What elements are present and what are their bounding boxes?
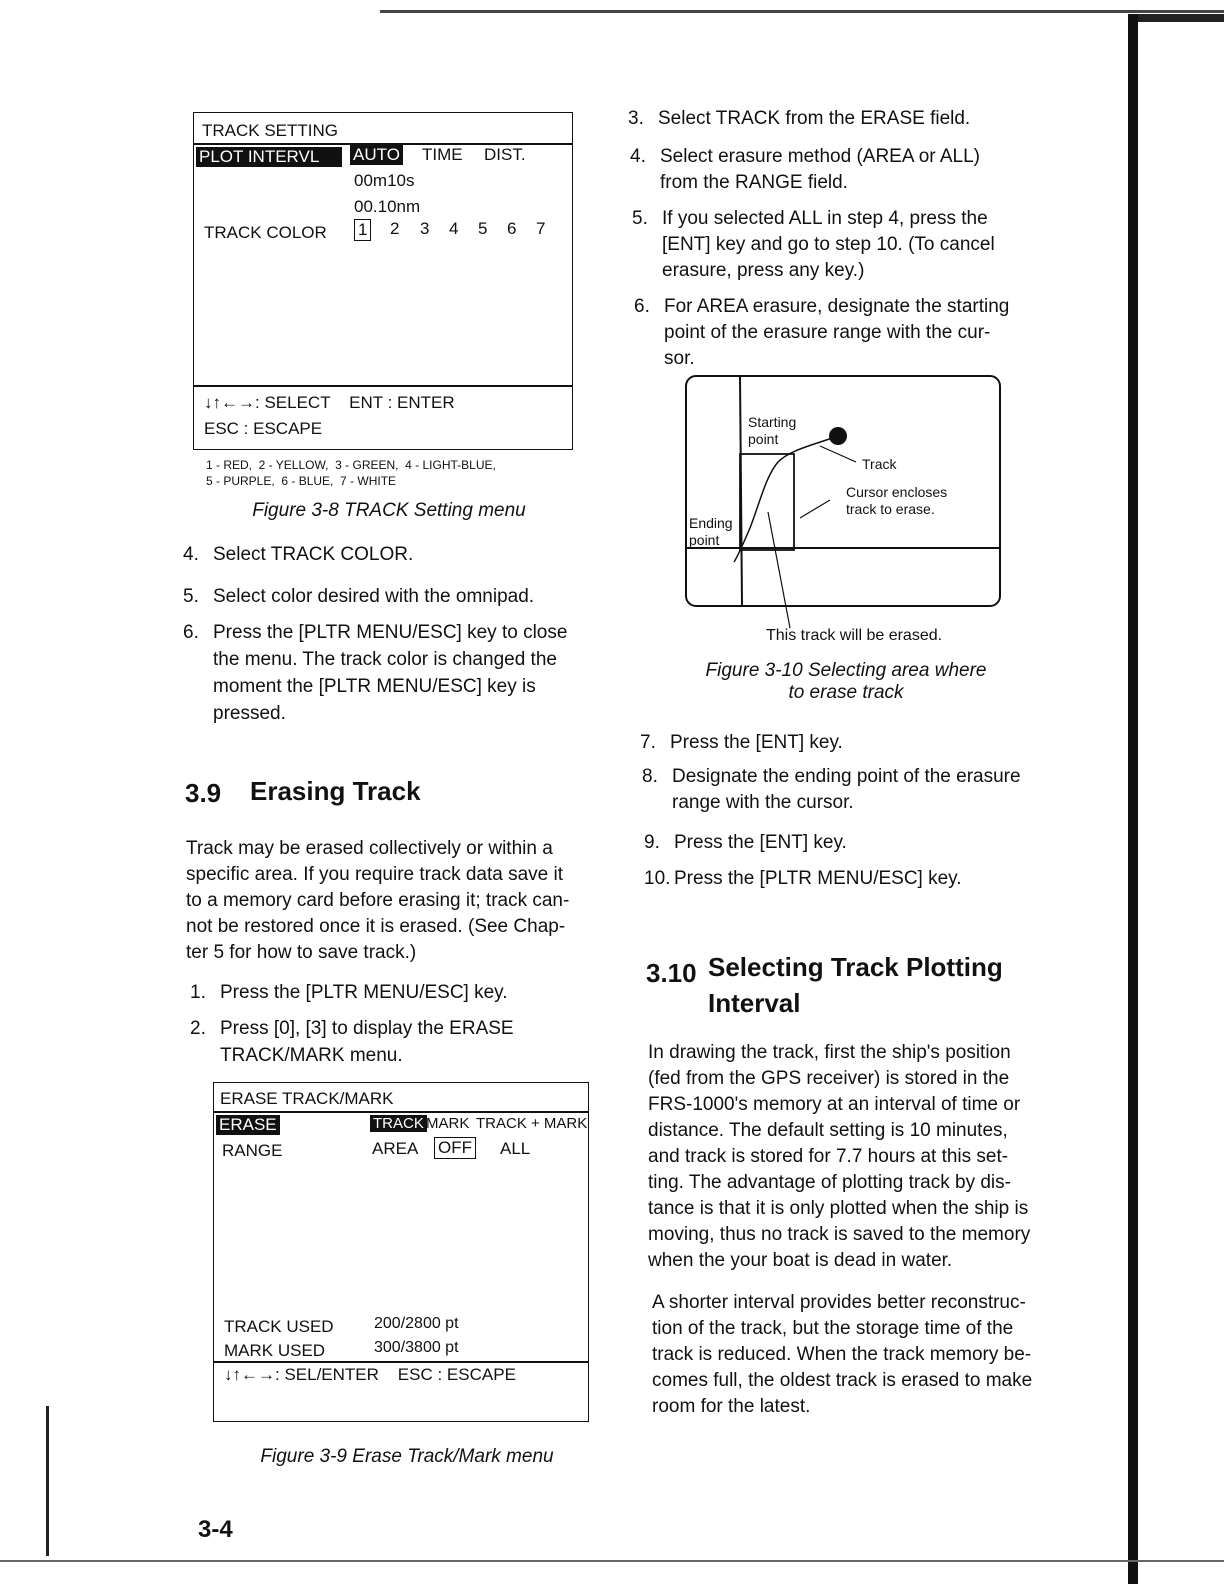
time-value: 00m10s [354, 171, 415, 190]
range-option-all[interactable]: ALL [500, 1139, 531, 1158]
section-3-10-paragraph-1: In drawing the track, first the ship's position (fed from the GPS receiver) is stored in the FRS-1000's memory at an interval of time or distance. The default setting is 10 minutes, and track is stored for 7.7 hours at this set- ting. The advantage of plotting track by dis- tance is that it is only plotted when the ship is moving, thus no track is saved to the memory when the your boat is dead in water. [648, 1042, 1031, 1271]
color-legend-line1: 1 - RED, 2 - YELLOW, 3 - GREEN, 4 - LIGHT-BLUE, [206, 458, 496, 472]
menu-footer-divider [194, 385, 572, 387]
section-3-9-paragraph: Track may be erased collectively or within a specific area. If you require track data save it to a memory card before erasing it; track can- not be restored once it is erased. (See Chap- ter 5 for how to save track.) [186, 838, 570, 963]
right-step-9: 9. Press the [ENT] key. [644, 832, 847, 853]
cursor-pointer [800, 500, 830, 518]
scan-right-binding-edge [1128, 14, 1138, 1584]
erased-pointer [768, 512, 790, 628]
right-step-6: 6. For AREA erasure, designate the starting point of the erasure range with the cur- sor. [634, 296, 1010, 369]
right-step-7: 7. Press the [ENT] key. [640, 732, 843, 753]
plot-option-auto[interactable]: AUTO [350, 145, 403, 165]
menu-title: TRACK SETTING [202, 121, 339, 140]
plot-option-time[interactable]: TIME [422, 145, 463, 164]
erase-option-track[interactable]: TRACK [370, 1115, 427, 1132]
range-label: RANGE [222, 1141, 283, 1160]
scan-top-edge [380, 10, 1224, 13]
color-option-1[interactable]: 1 [354, 219, 371, 241]
erase-menu-footer: ↓↑←→: SEL/ENTER ESC : ESCAPE [224, 1365, 516, 1384]
section-3-9-number: 3.9 [185, 778, 222, 808]
menu-footer-escape: ESC : ESCAPE [204, 419, 323, 438]
dist-value: 00.10nm [354, 197, 421, 216]
starting-point-label: Starting point [748, 414, 797, 447]
track-used-value: 200/2800 pt [374, 1315, 459, 1332]
right-step-5: 5. If you selected ALL in step 4, press the [ENT] key and go to step 10. (To cancel erasure, press any key.) [632, 208, 995, 281]
color-option-5[interactable]: 5 [478, 219, 488, 238]
scan-bottom-edge [0, 1560, 1224, 1562]
right-step-10: 10. Press the [PLTR MENU/ESC] key. [644, 868, 962, 889]
track-color-label: TRACK COLOR [204, 223, 327, 242]
color-option-6[interactable]: 6 [507, 219, 517, 238]
figure-3-10-diagram [680, 372, 1010, 652]
color-option-3[interactable]: 3 [420, 219, 430, 238]
color-option-4[interactable]: 4 [449, 219, 459, 238]
right-step-8: 8. Designate the ending point of the erasure range with the cursor. [642, 766, 1021, 813]
right-step-4: 4. Select erasure method (AREA or ALL) from the RANGE field. [630, 146, 980, 193]
figure-3-8-caption: Figure 3-8 TRACK Setting menu [252, 500, 526, 521]
scan-right-corner [1138, 14, 1224, 22]
erase-menu-title-divider [214, 1111, 588, 1113]
ending-point-label: Ending point [689, 515, 733, 548]
track-setting-menu [193, 112, 573, 450]
track-label: Track [862, 456, 897, 472]
mark-used-value: 300/3800 pt [374, 1339, 459, 1356]
track-pointer [820, 446, 856, 462]
cursor-box [740, 454, 794, 550]
cursor-note-label: Cursor encloses track to erase. [846, 484, 948, 517]
figure-3-10-caption: Figure 3-10 Selecting area where to erase track [705, 660, 987, 703]
plot-option-dist[interactable]: DIST. [484, 145, 526, 164]
mark-used-label: MARK USED [224, 1341, 326, 1360]
erase-track-mark-menu [213, 1082, 589, 1422]
right-step-3: 3. Select TRACK from the ERASE field. [628, 108, 971, 129]
section-3-10-number: 3.10 [646, 958, 697, 988]
figure-3-9-caption: Figure 3-9 Erase Track/Mark menu [260, 1446, 554, 1467]
color-option-7[interactable]: 7 [536, 219, 546, 238]
track-used-label: TRACK USED [224, 1317, 334, 1336]
color-option-2[interactable]: 2 [390, 219, 400, 238]
section-3-10-title-line2: Interval [708, 988, 801, 1018]
erase-menu-title: ERASE TRACK/MARK [220, 1089, 394, 1108]
range-option-off[interactable]: OFF [434, 1137, 476, 1159]
chart-frame [686, 376, 1000, 606]
color-legend-line2: 5 - PURPLE, 6 - BLUE, 7 - WHITE [206, 474, 397, 488]
section-3-9-title: Erasing Track [250, 776, 421, 806]
range-option-area[interactable]: AREA [372, 1139, 419, 1158]
menu-footer-select: ↓↑←→: SELECT ENT : ENTER [204, 393, 455, 412]
plot-interval-label: PLOT INTERVL [196, 147, 342, 167]
erase-menu-footer-divider [214, 1361, 588, 1363]
section-3-9-step-2: 2. Press [0], [3] to display the ERASE TRACK/MARK menu. [190, 1018, 514, 1066]
scan-left-mark [46, 1406, 49, 1556]
left-step-6: 6. Press the [PLTR MENU/ESC] key to close the menu. The track color is changed the moment the [PLTR MENU/ESC] key is pressed. [183, 622, 568, 724]
page-number: 3-4 [198, 1516, 233, 1543]
section-3-9-step-1: 1. Press the [PLTR MENU/ESC] key. [190, 982, 508, 1003]
erase-label: ERASE [216, 1115, 280, 1135]
erased-note-label: This track will be erased. [766, 627, 943, 644]
erase-option-track-mark[interactable]: TRACK + MARK [476, 1115, 588, 1132]
section-3-10-title-line1: Selecting Track Plotting [708, 952, 1003, 982]
erase-option-mark[interactable]: MARK [426, 1115, 470, 1132]
section-3-10-paragraph-2: A shorter interval provides better reconstruc- tion of the track, but the storage time of the track is reduced. When the track memory be- comes full, the oldest track is erased to make room for the latest. [652, 1292, 1033, 1417]
